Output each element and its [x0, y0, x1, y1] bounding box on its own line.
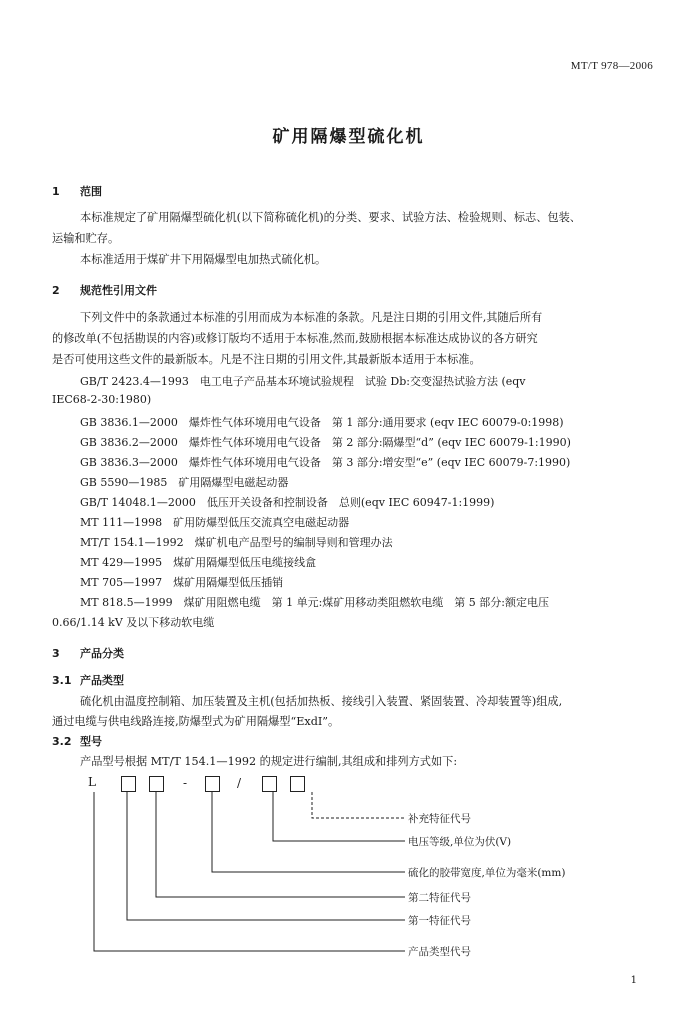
reference-item: GB 3836.3—2000 爆炸性气体环境用电气设备 第 3 部分:增安型“e” (eqv IEC 60079-7:1990): [80, 456, 571, 469]
diagram-label: 产品类型代号: [408, 946, 471, 958]
reference-item: MT 429—1995 煤矿用隔爆型低压电缆接线盒: [80, 556, 317, 569]
dash-symbol: -: [183, 776, 188, 790]
section-3-heading: [52, 645, 124, 661]
section-2-heading: [52, 282, 157, 298]
paragraph-line: 产品型号根据 MT/T 154.1—1992 的规定进行编制,其组成和排列方式如下:: [80, 755, 458, 768]
section-3-2-heading: [52, 733, 102, 749]
reference-item: GB 3836.1—2000 爆炸性气体环境用电气设备 第 1 部分:通用要求 (eqv IEC 60079-0:1998): [80, 416, 564, 429]
reference-item: MT 818.5—1999 煤矿用阻燃电缆 第 1 单元:煤矿用移动类阻燃软电缆 第 5 部分:额定电压: [80, 596, 549, 609]
model-code-diagram: [0, 768, 697, 968]
reference-item: GB 5590—1985 矿用隔爆型电磁起动器: [80, 476, 289, 489]
section-title: 产品分类: [80, 647, 124, 660]
page-title: 矿用隔爆型硫化机: [272, 127, 425, 147]
paragraph-line: 下列文件中的条款通过本标准的引用而成为本标准的条款。凡是注日期的引用文件,其随后所有: [80, 311, 543, 324]
section-1-heading: [52, 183, 102, 199]
section-title: 规范性引用文件: [80, 284, 157, 297]
section-number: 1: [52, 185, 60, 198]
section-title: 产品类型: [80, 674, 124, 687]
paragraph-line: 本标准适用于煤矿井下用隔爆型电加热式硫化机。: [80, 253, 327, 266]
section-number: 2: [52, 284, 60, 297]
paragraph-line: 通过电缆与供电线路连接,防爆型式为矿用隔爆型“ExdI”。: [52, 715, 340, 728]
section-number: 3: [52, 647, 60, 660]
reference-item: GB/T 14048.1—2000 低压开关设备和控制设备 总则(eqv IEC 60947-1:1999): [80, 496, 495, 509]
reference-item: GB/T 2423.4—1993 电工电子产品基本环境试验规程 试验 Db:交变湿热试验方法 (eqv: [80, 375, 526, 388]
standard-number: MT/T 978—2006: [570, 60, 653, 72]
reference-item: MT 111—1998 矿用防爆型低压交流真空电磁起动器: [80, 516, 350, 529]
reference-item-cont: 0.66/1.14 kV 及以下移动软电缆: [52, 616, 215, 629]
diagram-lines: [0, 768, 697, 968]
paragraph-line: 的修改单(不包括勘误的内容)或修订版均不适用于本标准,然而,鼓励根据本标准达成协议的各方研究: [52, 332, 538, 345]
paragraph-line: 硫化机由温度控制箱、加压装置及主机(包括加热板、接线引入装置、紧固装置、冷却装置等)组成,: [80, 695, 563, 708]
diagram-label: 补充特征代号: [408, 813, 471, 825]
reference-item: MT 705—1997 煤矿用隔爆型低压插销: [80, 576, 284, 589]
section-title: 型号: [80, 735, 102, 748]
section-3-1-heading: [52, 672, 124, 688]
diagram-label: 第一特征代号: [408, 915, 471, 927]
page-number: 1: [630, 975, 637, 986]
paragraph-line: 是否可使用这些文件的最新版本。凡是不注日期的引用文件,其最新版本适用于本标准。: [52, 353, 481, 366]
paragraph-line: 运输和贮存。: [52, 232, 120, 245]
diagram-label: 电压等级,单位为伏(V): [408, 836, 512, 848]
prefix-letter: L: [88, 775, 96, 789]
reference-item: GB 3836.2—2000 爆炸性气体环境用电气设备 第 2 部分:隔爆型“d” (eqv IEC 60079-1:1990): [80, 436, 571, 449]
diagram-label: 硫化的胶带宽度,单位为毫米(mm): [408, 867, 566, 879]
section-number: 3.1: [52, 674, 72, 687]
section-number: 3.2: [52, 735, 72, 748]
diagram-label: 第二特征代号: [408, 892, 471, 904]
reference-item: MT/T 154.1—1992 煤矿机电产品型号的编制导则和管理办法: [80, 536, 393, 549]
slash-symbol: /: [237, 776, 242, 790]
paragraph-line: 本标准规定了矿用隔爆型硫化机(以下简称硫化机)的分类、要求、试验方法、检验规则、标志、包装、: [80, 211, 581, 224]
section-title: 范围: [80, 185, 102, 198]
reference-item-cont: IEC68-2-30:1980): [52, 393, 152, 406]
